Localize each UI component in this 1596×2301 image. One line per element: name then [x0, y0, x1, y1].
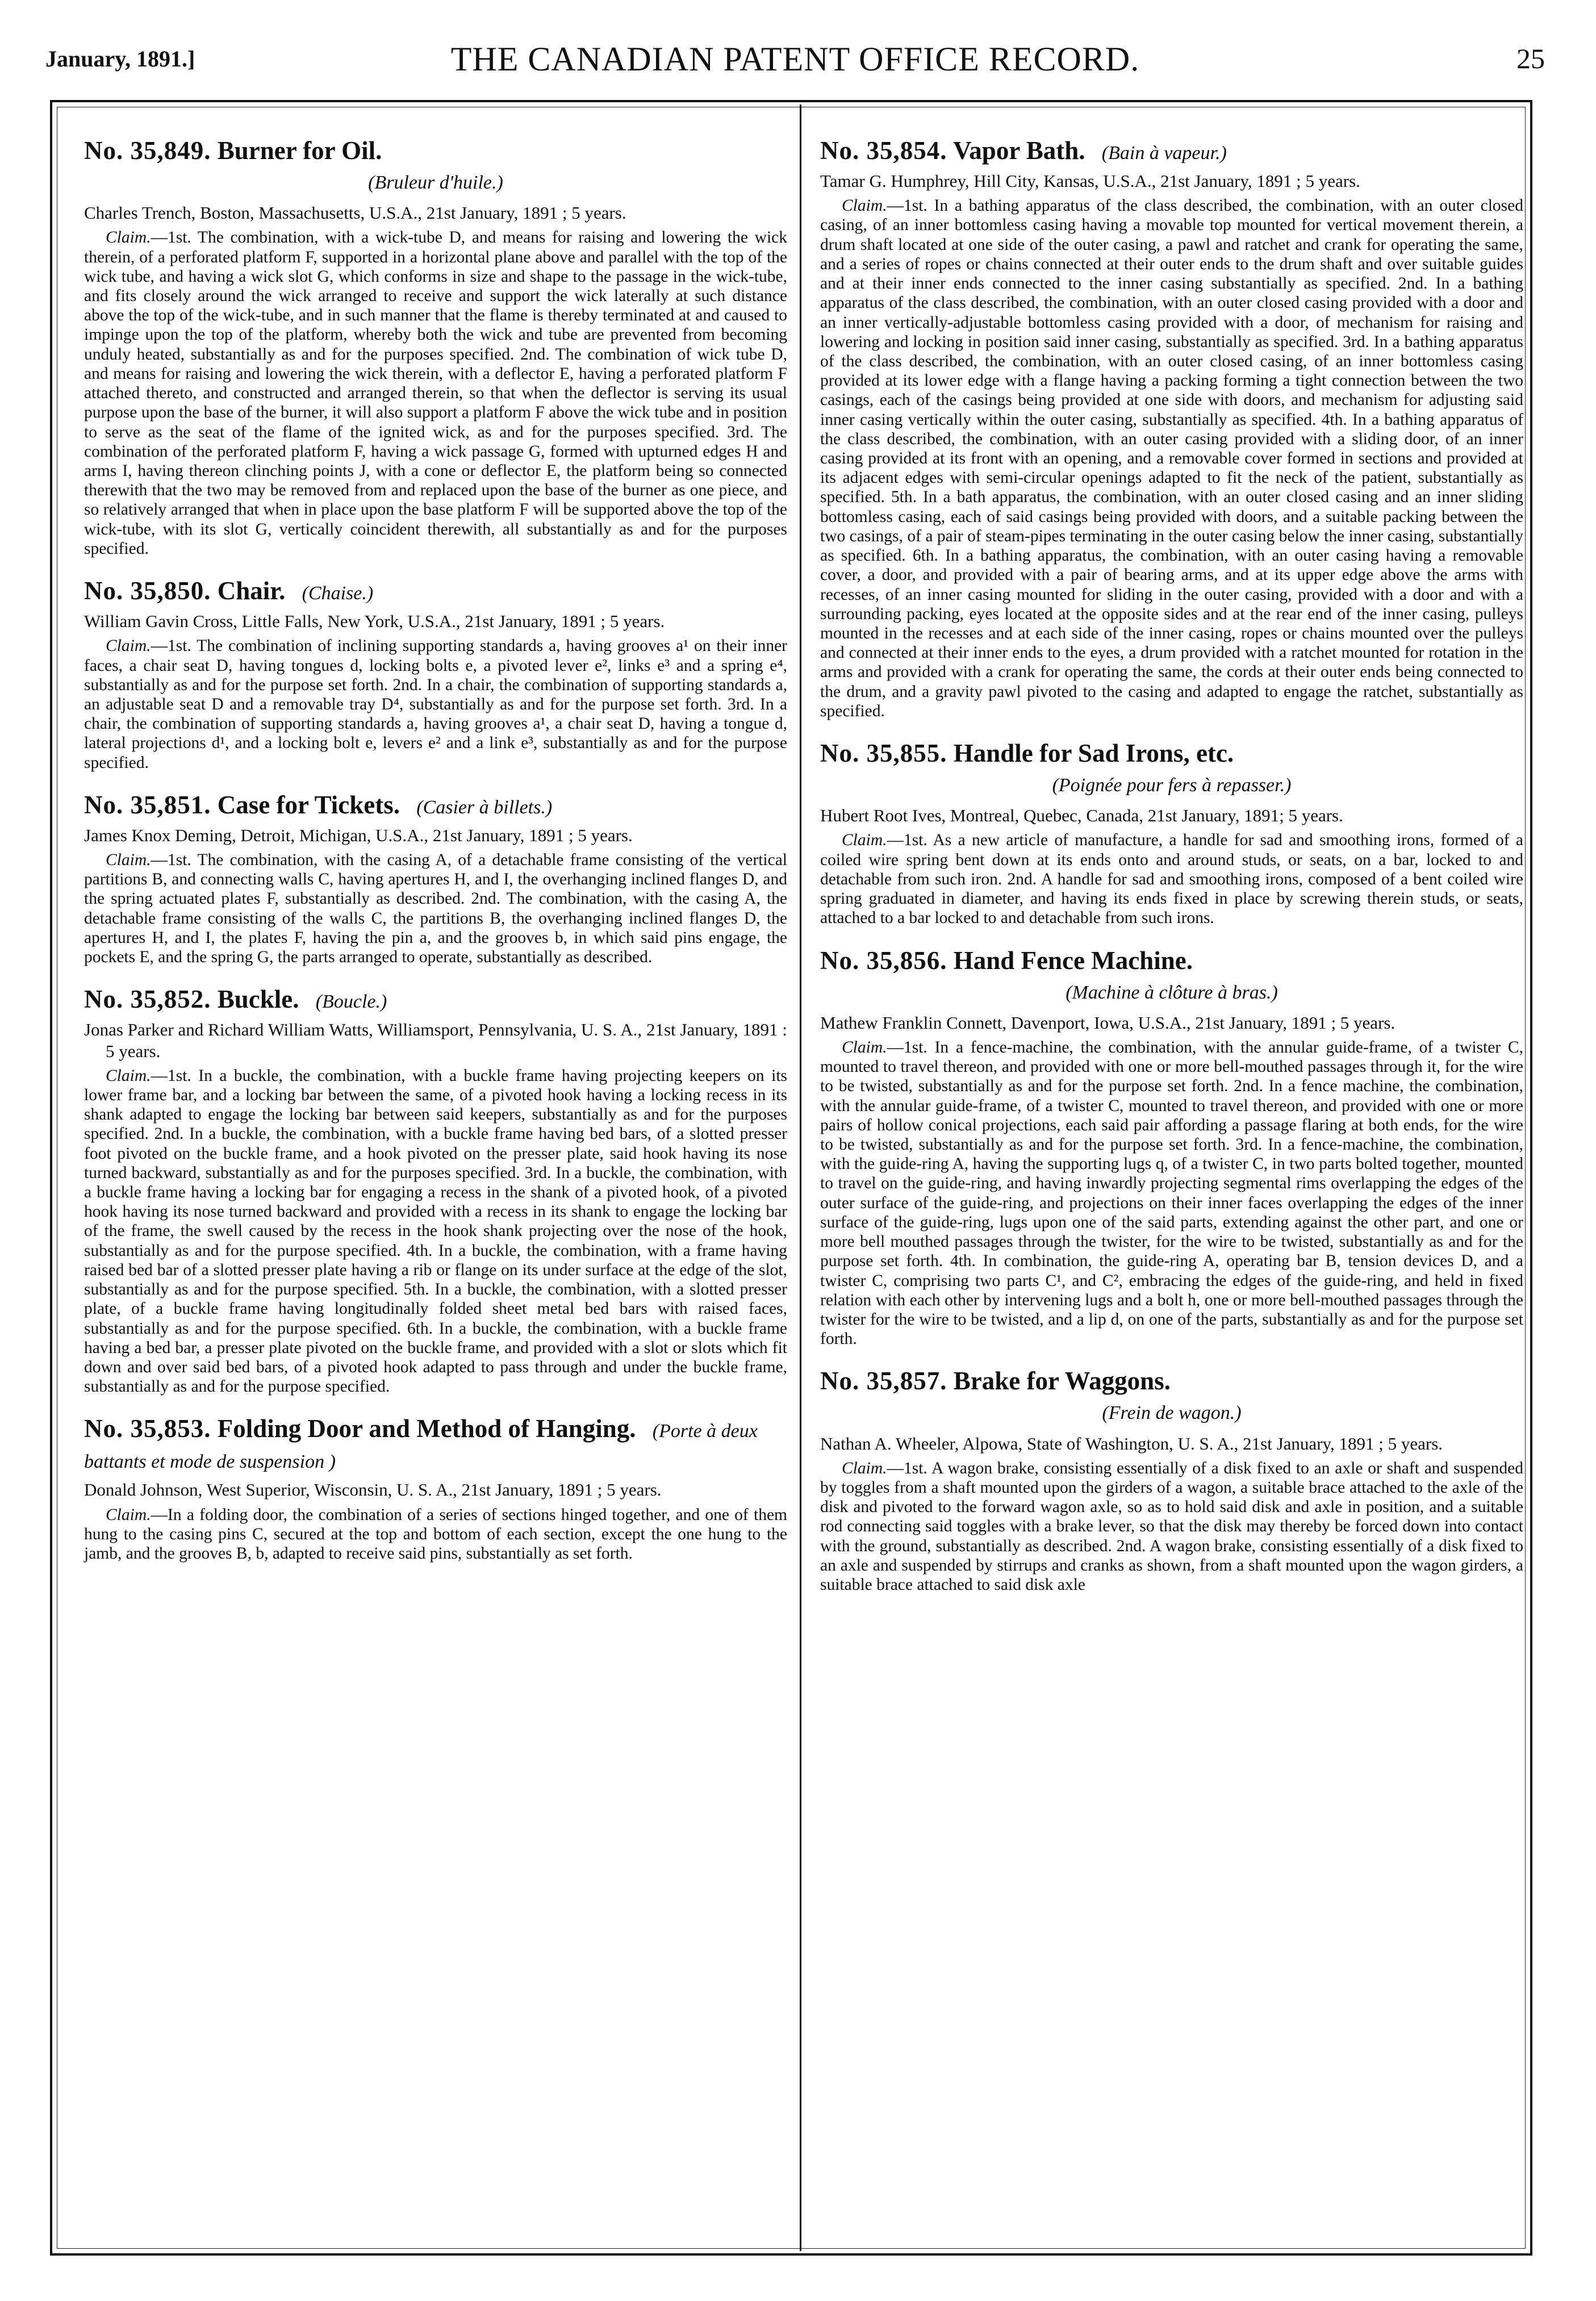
header-date: January, 1891.] [45, 46, 195, 72]
patent-number: No. 35,853. [84, 1414, 211, 1443]
claim-label: Claim. [842, 1038, 887, 1056]
patent-french-title: (Machine à clôture à bras.) [1066, 982, 1278, 1003]
patent-title: Burner for Oil. [217, 136, 382, 165]
page-header [45, 40, 1545, 85]
column-divider [800, 105, 801, 2251]
patent-french-title: (Bruleur d'huile.) [368, 172, 503, 193]
patent-number: No. 35,852. [84, 985, 211, 1014]
patent-heading [820, 135, 1523, 166]
header-page-number: 25 [1516, 43, 1545, 74]
claim-text: —1st. In a buckle, the combination, with a buckle frame having projecting keepers on its lower frame bar, and a locking bar between the same, of a pivoted hook having a locking recess in its shank adapted to engage the locking bar between said keepers, substantially as and for the purposes specified. 2nd. In a buckle, the combination, with a buckle frame having bed bars, of a slotted presser foot pivoted on the buckle frame, and a hook pivoted on the presser plate, said hook having its nose turned backward, substantially as and for the purposes specified. 3rd. In a buckle, the combination, with a buckle frame having a locking bar for engaging a recess in the shank of a pivoted hook, of a pivoted hook having its nose turned backward and provided with a recess in its shank to engage the locking bar of the frame, the swell caused by the recess in the hook shank projecting over the nose of the hook, substantially as and for the purpose specified. 4th. In a buckle, the combination, with a frame having raised bed bar of a slotted presser plate having a rib or flange on its under surface at the edge of the slot, substantially as and for the purpose specified. 5th. In a buckle, the combination, with a slotted presser plate, of a buckle frame having longitudinally folded sheet metal bed bars with raised faces, substantially as and for the purpose specified. 6th. In a buckle, the combination, with a buckle frame having a bed bar, a presser plate pivoted on the buckle frame, and provided with a slot or slots which fit down and over said bed bars, of a pivoted hook adapted to pass through and under the buckle frame, substantially as and for the purpose specified. [84, 1066, 787, 1396]
claim-label: Claim. [106, 637, 151, 655]
patent-entry [84, 790, 787, 967]
patent-applicant: Jonas Parker and Richard William Watts, Williamsport, Pennsylvania, U. S. A., 21st January, 1891 : 5 years. [84, 1020, 787, 1061]
claim-text: —1st. As a new article of manufacture, a handle for sad and smoothing irons, formed of a coiled wire spring bent down at its ends onto and around studs, or seats, on a bar, locked to and detachable from such iron. 2nd. A handle for sad and smoothing irons, composed of a bent coiled wire spring graduated in diameter, and having its ends fixed in place by screwing therein studs, or seats, attached to a bar locked to and detachable from such irons. [820, 831, 1523, 928]
patent-heading [820, 738, 1523, 769]
claim-text: —1st. The combination of inclining supporting standards a, having grooves a¹ on their inner faces, a chair seat D, having tongues d, locking bolts e, a pivoted lever e², links e³ and a spring e⁴, substantially as and for the purpose set forth. 2nd. In a chair, the combination of supporting standards a, an adjustable seat D and a removable tray D⁴, substantially as and for the purpose set forth. 3rd. In a chair, the combination of supporting standards a, having grooves a¹, a chair seat D, having a tongue d, lateral projections d¹, and a locking bolt e, levers e² and a link e³, substantially as and for the purpose specified. [84, 637, 787, 772]
patent-title: Handle for Sad Irons, etc. [953, 739, 1234, 768]
patent-french-title: (Casier à billets.) [416, 796, 553, 818]
claim-text: —1st. In a fence-machine, the combination, with the annular guide-frame, of a twister C, mounted to travel thereon, and provided with one or more bell-mouthed passages through it, for the wire to be twisted, substantially as and for the purpose set forth. 2nd. In a fence machine, the combination, with the annular guide-frame, of a twister C, mounted to travel thereon, and provided with one or more pairs of hollow conical projections, each said pair affording a passage flaring at both ends, for the wire to be twisted, substantially as and for the purpose set forth. 3rd. In a fence-machine, the combination, with the guide-ring A, having the supporting lugs q, of a twister C, in two parts bolted together, mounted to travel on the guide-ring, and having inwardly projecting segmental rims overlapping the edges of the outer surface of the guide-ring, and projections on their inner faces overlapping the edges of the inner surface of the guide-ring, lugs upon one of the said parts, extending against the other part, and one or more bell mouthed passages through the twister, for the wire to be twisted, substantially as and for the purpose set forth. 4th. In combination, the guide-ring A, operating bar B, tension devices D, and a twister C, comprising two parts C¹, and C², embracing the edges of the guide-ring, and held in fixed relation with each other by intervening lugs and a bolt h, one or more bell-mouthed passages through the twister for the wire to be twisted, and a lip d, on one of the parts, substantially as and for the purpose set forth. [820, 1038, 1523, 1348]
patent-number: No. 35,856. [820, 946, 947, 975]
claim-label: Claim. [106, 228, 151, 247]
patent-applicant: Charles Trench, Boston, Massachusetts, U.S.A., 21st January, 1891 ; 5 years. [84, 203, 626, 223]
patent-number: No. 35,850. [84, 577, 211, 605]
claim-label: Claim. [106, 1505, 151, 1524]
patent-claims [84, 1505, 787, 1564]
patent-french-title: (Boucle.) [315, 991, 387, 1013]
patent-applicant: Hubert Root Ives, Montreal, Quebec, Canada, 21st January, 1891; 5 years. [820, 805, 1343, 826]
patent-title: Chair. [217, 577, 286, 605]
patent-number: No. 35,855. [820, 739, 947, 768]
claim-label: Claim. [842, 1459, 887, 1477]
claim-label: Claim. [842, 197, 887, 215]
patent-number: No. 35,849. [84, 136, 211, 165]
patent-title: Buckle. [217, 985, 299, 1014]
patent-entry [820, 738, 1523, 928]
patent-claims [84, 636, 787, 772]
patent-french-title: (Porte à deux battants et mode de suspension ) [84, 1421, 758, 1473]
patent-title: Case for Tickets. [217, 790, 400, 819]
patent-french-title: (Bain à vapeur.) [1101, 143, 1227, 164]
patent-claims [820, 830, 1523, 928]
patent-number: No. 35,851. [84, 790, 211, 819]
patent-heading [84, 1413, 787, 1475]
patent-claims [820, 196, 1523, 721]
claim-text: —1st. A wagon brake, consisting essentially of a disk fixed to an axle or shaft and suspended by toggles from a shaft mounted upon the girders of a wagon, a suitable brace attached to the axle of the disk and pivoted to the forward wagon axle, so as to hold said disk and axle in position, and a suitable rod connecting said toggles with a brake lever, so that the disk may thereby be forced down into contact with the ground, substantially as described. 2nd. A wagon brake, consisting essentially of a disk fixed to an axle and suspended by stirrups and cranks as shown, from a shaft mounted upon the wagon girders, a suitable brace attached to said disk axle [820, 1459, 1523, 1594]
claim-label: Claim. [106, 851, 151, 869]
claim-text: —1st. The combination, with the casing A, of a detachable frame consisting of the vertical partitions B, and connecting walls C, having apertures H, and I, the overhanging inclined flanges D, and the spring actuated plates F, substantially as described. 2nd. The combination, with the casing A, the detachable frame consisting of the walls C, the partitions B, the overhanging inclined flanges D, the apertures H, and I, the plates F, having the pin a, and the grooves b, in which said pins engage, the pockets E, and the spring G, the parts arranged to operate, substantially as described. [84, 851, 787, 967]
patent-claims [84, 1066, 787, 1397]
patent-title: Vapor Bath. [952, 136, 1085, 165]
patent-applicant: Mathew Franklin Connett, Davenport, Iowa, U.S.A., 21st January, 1891 ; 5 years. [820, 1012, 1396, 1033]
claim-text: —In a folding door, the combination of a series of sections hinged together, and one of them hung to the casing pins C, secured at the top and bottom of each section, except the one hung to the jamb, and the grooves B, b, adapted to receive said pins, substantially as set forth. [84, 1505, 787, 1563]
right-column [820, 135, 1523, 1611]
patent-applicant: Donald Johnson, West Superior, Wisconsin, U. S. A., 21st January, 1891 ; 5 years. [84, 1480, 662, 1500]
patent-entry [84, 984, 787, 1396]
patent-claims [84, 850, 787, 967]
patent-claims [820, 1038, 1523, 1349]
patent-number: No. 35,854. [820, 136, 947, 165]
patent-entry [820, 1365, 1523, 1594]
header-title: THE CANADIAN PATENT OFFICE RECORD. [450, 40, 1140, 78]
claim-text: —1st. The combination, with a wick-tube D, and means for raising and lowering the wick therein, of a perforated platform F, supported in a horizontal plane above and parallel with the top of the wick tube, and having a wick slot G, which conforms in size and shape to the passage in the wick-tube, and fits closely around the wick arranged to receive and support the wick laterally at such distance above the top of the wick-tube, and in such manner that the flame is thereby terminated at and caused to impinge upon the top of the platform, whereby both the wick and tube are prevented from becoming unduly heated, substantially as and for the purposes specified. 2nd. The combination of wick tube D, and means for raising and lowering the wick therein, with a deflector E, having a perforated platform F attached thereto, and constructed and arranged therein, so that when the deflector is serving its usual purpose upon the base of the burner, it will also support a platform F above the wick tube and in position to serve as the seat of the flame of the ignited wick, as and for the purposes specified. 3rd. The combination of the perforated platform F, having a wick passage G, formed with upturned edges H and arms I, having thereon clinching points J, with a cone or deflector E, the platform being so connected therewith that the two may be removed from and replaced upon the base of the burner as one piece, and so relatively arranged that when in place upon the base platform F will be supported above the top of the wick-tube, with its slot G, vertically coincident therewith, all substantially as and for the purposes specified. [84, 228, 787, 558]
patent-heading [84, 135, 787, 166]
patent-claims [84, 228, 787, 558]
patent-title: Brake for Waggons. [953, 1367, 1171, 1396]
patent-heading [820, 1365, 1523, 1396]
claim-text: —1st. In a bathing apparatus of the class described, the combination, with an outer closed casing, of an inner bottomless casing having a movable top mounted for vertical movement therein, a drum shaft located at one side of the outer casing, a pawl and ratchet and crank for operating the same, and a series of ropes or chains connected at their outer ends to the drum shaft and over suitable guides and at their inner ends connected to the inner casing substantially as specified. 2nd. In a bathing apparatus of the class described, the combination, with an outer closed casing provided with a door and an inner vertically-adjustable bottomless casing provided with a door, of mechanism for raising and lowering and locking in position said inner casing, substantially as specified. 3rd. In a bathing apparatus of the class described, the combination, with an outer closed casing, of an inner bottomless casing provided at its lower edge with a flange having a packing forming a tight connection between the two casings, each of the casings being provided at one side with doors, and mechanism for adjusting said inner casing vertically within the outer casing, substantially as specified. 4th. In a bathing apparatus of the class described, the combination, with an outer casing provided with a sliding door, of an inner casing provided at its front with an opening, and a removable cover formed in sections and provided at its adjacent edges with semi-circular openings adapted to fit the neck of the patient, substantially as specified. 5th. In a bath apparatus, the combination, with an outer closed casing and an inner sliding bottomless casing, each of said casings being provided with doors, and a suitable packing between the two casings, of a pair of steam-pipes terminating in the outer casing below the inner casing, substantially as specified. 6th. In a bathing apparatus, the combination, with an outer casing having a removable cover, a door, and provided with a pair of bearing arms, and at its upper edge above the arms with recesses, of an inner casing mounted for sliding in the outer casing, provided with a door and with a surrounding packing, eyes located at the opposite sides and at the rear end of the inner casing, pulleys mounted in the recesses and at each side of the inner casing, ropes or chains mounted over the pulleys and connected at their inner ends to the eyes, a drum provided with a ratchet mounted for rotation in the arms and provided with a crank for operating the same, the cords at their outer ends being connected to the drum, and a gravity pawl pivoted to the casing and adapted to engage the ratchet, substantially as specified. [820, 197, 1523, 720]
patent-applicant: Tamar G. Humphrey, Hill City, Kansas, U.S.A., 21st January, 1891 ; 5 years. [820, 171, 1360, 191]
patent-entry [84, 1413, 787, 1563]
claim-label: Claim. [842, 831, 887, 850]
patent-entry [84, 575, 787, 772]
patent-french-title: (Poignée pour fers à repasser.) [1052, 775, 1292, 796]
patent-heading [84, 984, 787, 1014]
patent-heading [84, 575, 787, 606]
patent-french-title: (Chaise.) [302, 583, 374, 604]
patent-entry [84, 135, 787, 558]
patent-claims [820, 1459, 1523, 1595]
patent-applicant: William Gavin Cross, Little Falls, New York, U.S.A., 21st January, 1891 ; 5 years. [84, 611, 665, 632]
patent-entry [820, 945, 1523, 1349]
patent-title: Hand Fence Machine. [953, 946, 1193, 975]
left-column [84, 135, 787, 1580]
patent-heading [84, 790, 787, 820]
patent-number: No. 35,857. [820, 1367, 947, 1396]
patent-heading [820, 945, 1523, 976]
patent-title: Folding Door and Method of Hanging. [217, 1414, 636, 1443]
patent-french-title: (Frein de wagon.) [1102, 1402, 1242, 1424]
claim-label: Claim. [106, 1066, 151, 1085]
patent-applicant: Nathan A. Wheeler, Alpowa, State of Washington, U. S. A., 21st January, 1891 ; 5 years. [820, 1433, 1443, 1454]
patent-entry [820, 135, 1523, 721]
patent-applicant: James Knox Deming, Detroit, Michigan, U.S.A., 21st January, 1891 ; 5 years. [84, 825, 633, 845]
